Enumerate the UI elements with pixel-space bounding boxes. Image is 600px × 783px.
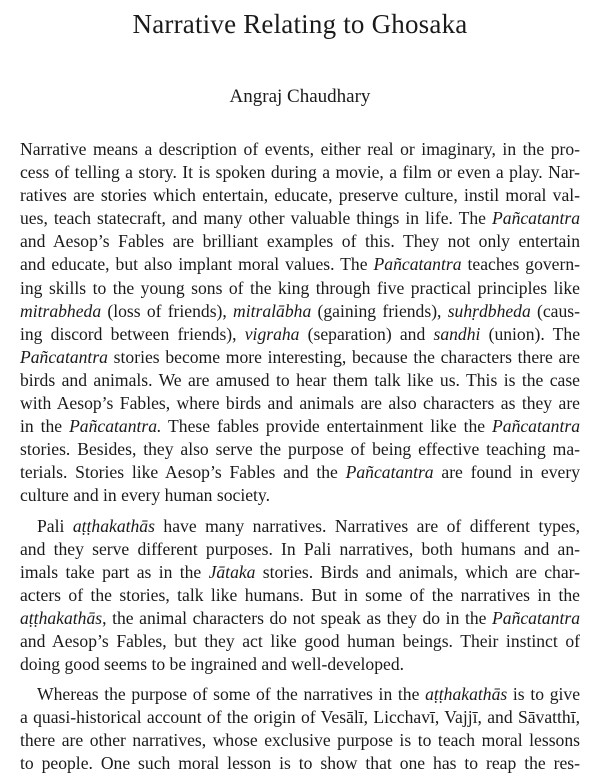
text-line [20, 415, 580, 438]
text-line [20, 438, 580, 461]
text-line [20, 584, 580, 607]
text-line [20, 369, 580, 392]
text-run: These fables provide entertainment like the [161, 416, 493, 437]
text-line [20, 538, 580, 561]
text-run: and they serve different purposes. In Pali narratives, both humans and an- [20, 538, 580, 559]
text-run: stories. Birds and animals, which are char- [255, 561, 581, 582]
text-run: cess of telling a story. It is spoken during a movie, a film or even a play. Nar- [20, 162, 580, 183]
text-line [20, 346, 580, 369]
italic-term: mitrabheda [20, 300, 102, 321]
italic-term: Jātaka [208, 561, 256, 582]
text-run: stories. Besides, they also serve the purpose of being effective teaching ma- [20, 439, 580, 460]
text-line [20, 630, 580, 653]
italic-term: Pañcatantra [373, 254, 462, 275]
italic-term: sandhi [433, 323, 481, 344]
text-run: terials. Stories like Aesop’s Fables and the [20, 462, 346, 483]
text-run: is to give [507, 684, 580, 705]
text-run: Whereas the purpose of some of the narratives in the [37, 684, 426, 705]
italic-term: Pañcatantra [492, 607, 580, 628]
text-run: there are other narratives, whose exclusive purpose is to teach moral lessons [20, 730, 580, 751]
text-run: imals take part as in the [20, 561, 209, 582]
text-line [20, 277, 580, 300]
text-run: ratives are stories which entertain, educate, preserve culture, instil moral val- [20, 185, 580, 206]
text-run: in the [20, 416, 70, 437]
text-line [20, 161, 580, 184]
document-body [20, 138, 580, 783]
text-run: and educate, but also implant moral values. The [20, 254, 374, 275]
text-run: are found in every [433, 462, 580, 483]
text-line [20, 138, 580, 161]
text-run: acters of the stories, talk like humans. But in some of the narratives in the [20, 584, 580, 605]
text-line [20, 207, 580, 230]
text-run: ues, teach statecraft, and many other valuable things in life. The [20, 208, 493, 229]
text-line [20, 729, 580, 752]
page-title: Narrative Relating to Ghosaka [132, 9, 468, 39]
text-run: Pali [37, 515, 73, 536]
italic-term: vigraha [244, 323, 300, 344]
text-line [20, 484, 580, 507]
italic-term: aṭṭhakathās [20, 607, 103, 628]
text-run: Narrative means a description of events, either real or imaginary, in the pro- [20, 139, 580, 159]
text-line [20, 515, 580, 538]
italic-term: aṭṭhakathās [72, 515, 155, 536]
text-run: to people. One such moral lesson is to show that one has to reap the res- [20, 753, 580, 774]
text-line [20, 461, 580, 484]
author-name: Angraj Chaudhary [229, 86, 371, 107]
text-line [20, 683, 580, 706]
paragraph [20, 138, 580, 508]
text-line [20, 392, 580, 415]
text-run: (union). The [480, 323, 580, 344]
text-run: (gaining friends), [311, 300, 448, 321]
italic-term: suhṛdbheda [447, 300, 531, 321]
text-line [20, 653, 580, 676]
text-run: , the animal characters do not speak as they do in the [102, 607, 493, 628]
text-run: stories become more interesting, because the characters there are [107, 346, 580, 367]
text-run: birds and animals. We are amused to hear them talk like us. This is the case [20, 369, 580, 390]
text-run: (separation) and [299, 323, 434, 344]
text-run: and Aesop’s Fables are brilliant examples of this. They not only entertain [20, 231, 580, 252]
text-line [20, 607, 580, 630]
text-run: ing discord between friends), [20, 323, 245, 344]
text-run: have many narratives. Narratives are of different types, [154, 515, 580, 536]
text-line [20, 184, 580, 207]
text-run: a quasi-historical account of the origin of Vesālī, Licchavī, Vajjī, and Sāvatthī, [20, 707, 580, 728]
text-line [20, 561, 580, 584]
italic-term: Pañcatantra [492, 416, 580, 437]
text-run: (loss of friends), [101, 300, 234, 321]
italic-term: aṭṭhakathās [425, 684, 508, 705]
text-line [20, 323, 580, 346]
italic-term: Pañcatantra [20, 346, 108, 367]
italic-term: Pañcatantra. [69, 416, 162, 437]
text-run: (caus- [530, 300, 580, 321]
text-run: with Aesop’s Fables, where birds and animals are also characters as they are [20, 393, 580, 414]
text-run: teaches govern- [461, 254, 581, 275]
text-line [20, 230, 580, 253]
italic-term: Pañcatantra [492, 208, 580, 229]
text-line [20, 300, 580, 323]
text-run: doing good seems to be ingrained and well-developed. [20, 654, 405, 675]
text-run: culture and in every human society. [20, 485, 270, 506]
text-line [20, 253, 580, 276]
italic-term: mitralābha [233, 300, 312, 321]
paragraph [20, 515, 580, 677]
italic-term: Pañcatantra [345, 462, 434, 483]
text-line [20, 752, 580, 775]
text-line [20, 706, 580, 729]
text-run: and Aesop’s Fables, but they act like good human beings. Their instinct of [20, 630, 580, 651]
text-run: ing skills to the young sons of the king through five practical principles like [20, 277, 580, 298]
